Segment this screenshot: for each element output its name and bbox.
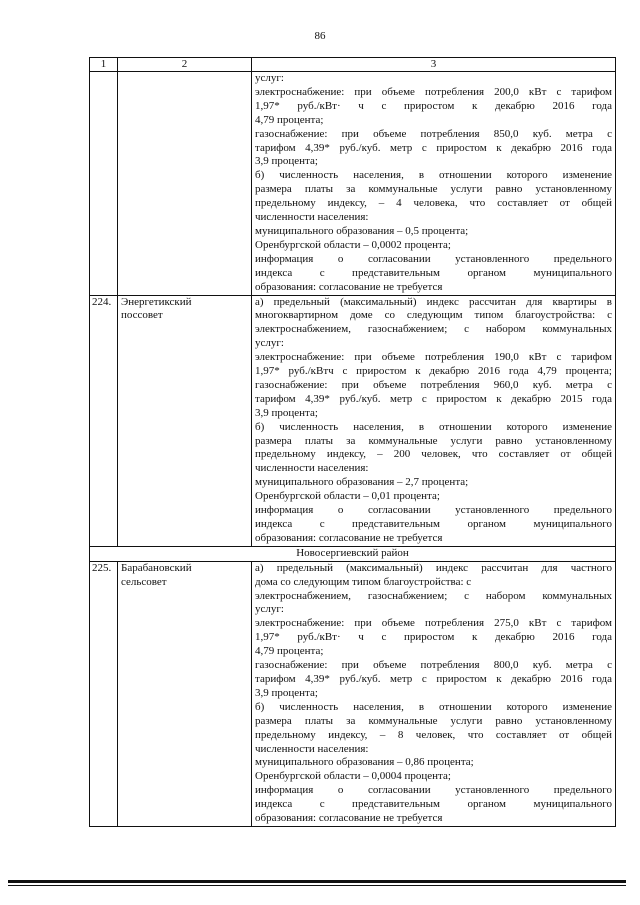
footer-rule: [8, 880, 626, 883]
row-text-cell: [252, 561, 616, 826]
row-number-cell: [90, 72, 118, 296]
text-line: электроснабжением, газоснабжением; с набором коммунальных: [255, 323, 612, 336]
document-table: [89, 57, 616, 827]
municipality-name-line: Энергетикский: [121, 295, 192, 308]
text-line: тарифом 4,39* руб./куб. метр с приростом к декабрю 2016 года: [255, 141, 612, 154]
text-line: муниципального образования – 0,5 процента;: [255, 224, 469, 237]
municipality-name-line: сельсовет: [121, 575, 167, 588]
text-line: муниципального образования – 0,86 процента;: [255, 756, 474, 769]
text-line: тарифом 4,39* руб./куб. метр с приростом к декабрю 2016 года: [255, 672, 612, 685]
column-header-2: 2: [118, 58, 252, 72]
text-line: 1,97* руб./кВтч с приростом к декабрю 2016 года 4,79 процента;: [255, 365, 612, 378]
row-name-cell: [118, 295, 252, 546]
text-line: информация о согласовании установленного предельного: [255, 252, 612, 265]
text-line: б) численность населения, в отношении которого изменение: [255, 169, 612, 182]
municipality-name-line: поссовет: [121, 309, 163, 322]
text-line: электроснабжение: при объеме потребления 190,0 кВт с тарифом: [255, 351, 612, 364]
column-header-3: 3: [252, 58, 616, 72]
table-row-225: [90, 561, 616, 826]
text-line: электроснабжением, газоснабжением; с набором коммунальных: [255, 589, 612, 602]
text-line: 4,79 процента;: [255, 113, 324, 126]
text-line: численности населения:: [255, 742, 369, 755]
text-line: предельному индексу, – 4 человека, что составляет от общей: [255, 197, 612, 210]
row-name-cell: [118, 72, 252, 296]
text-line: многоквартирном доме со следующим типом благоустройства: с: [255, 309, 612, 322]
row-number-cell: 225.: [90, 561, 118, 826]
text-line: размера платы за коммунальные услуги равно установленному: [255, 434, 612, 447]
text-line: образования: согласование не требуется: [255, 531, 443, 544]
footer-rule-thin: [8, 885, 626, 886]
row-text-cell: [252, 295, 616, 546]
text-line: образования: согласование не требуется: [255, 280, 443, 293]
text-line: 1,97* руб./кВт· ч с приростом к декабрю 2016 года: [255, 99, 612, 112]
text-line: 1,97* руб./кВт· ч с приростом к декабрю 2016 года: [255, 631, 612, 644]
text-line: предельному индексу, – 200 человек, что составляет от общей: [255, 448, 612, 461]
text-line: газоснабжение: при объеме потребления 850,0 куб. метра с: [255, 127, 612, 140]
table-row-continuation: [90, 72, 616, 296]
text-line: муниципального образования – 2,7 процента;: [255, 476, 469, 489]
text-line: Оренбургской области – 0,01 процента;: [255, 490, 440, 503]
page-number: 86: [314, 30, 326, 42]
text-line: электроснабжение: при объеме потребления 275,0 кВт с тарифом: [255, 617, 612, 630]
text-line: услуг:: [255, 337, 284, 350]
text-line: газоснабжение: при объеме потребления 800,0 куб. метра с: [255, 659, 612, 672]
text-line: тарифом 4,39* руб./куб. метр с приростом к декабрю 2015 года: [255, 392, 612, 405]
text-line: индекса с представительным органом муниципального: [255, 798, 612, 811]
text-line: услуг:: [255, 603, 284, 616]
text-line: газоснабжение: при объеме потребления 960,0 куб. метра с: [255, 378, 612, 391]
text-line: 3,9 процента;: [255, 155, 318, 168]
text-line: услуг:: [255, 72, 284, 84]
text-line: Оренбургской области – 0,0002 процента;: [255, 238, 451, 251]
district-heading: Новосергиевский район: [90, 546, 616, 561]
text-line: а) предельный (максимальный) индекс рассчитан для частного: [255, 561, 612, 574]
text-line: информация о согласовании установленного предельного: [255, 784, 612, 797]
text-line: образования: согласование не требуется: [255, 812, 443, 825]
text-line: б) численность населения, в отношении которого изменение: [255, 420, 612, 433]
text-line: численности населения:: [255, 211, 369, 224]
text-line: размера платы за коммунальные услуги равно установленному: [255, 714, 612, 727]
text-line: индекса с представительным органом муниципального: [255, 518, 612, 530]
text-line: информация о согласовании установленного предельного: [255, 504, 612, 517]
text-line: а) предельный (максимальный) индекс рассчитан для квартиры в: [255, 295, 612, 308]
text-line: 4,79 процента;: [255, 645, 324, 658]
text-line: 3,9 процента;: [255, 686, 318, 699]
column-header-1: 1: [90, 58, 118, 72]
text-line: дома со следующим типом благоустройства: с: [255, 575, 472, 588]
text-line: размера платы за коммунальные услуги равно установленному: [255, 183, 612, 196]
district-row: [90, 546, 616, 561]
table-row-224: [90, 295, 616, 546]
text-line: индекса с представительным органом муниципального: [255, 266, 612, 279]
text-line: 3,9 процента;: [255, 406, 318, 419]
text-line: электроснабжение: при объеме потребления 200,0 кВт с тарифом: [255, 85, 612, 98]
row-text-cell: [252, 72, 616, 296]
municipality-name-line: Барабановский: [121, 561, 192, 574]
text-line: предельному индексу, – 8 человек, что составляет от общей: [255, 728, 612, 741]
row-name-cell: [118, 561, 252, 826]
row-number-cell: 224.: [90, 295, 118, 546]
text-line: Оренбургской области – 0,0004 процента;: [255, 770, 451, 783]
text-line: б) численность населения, в отношении которого изменение: [255, 700, 612, 713]
table-header-row: [90, 58, 616, 72]
text-line: численности населения:: [255, 462, 369, 475]
